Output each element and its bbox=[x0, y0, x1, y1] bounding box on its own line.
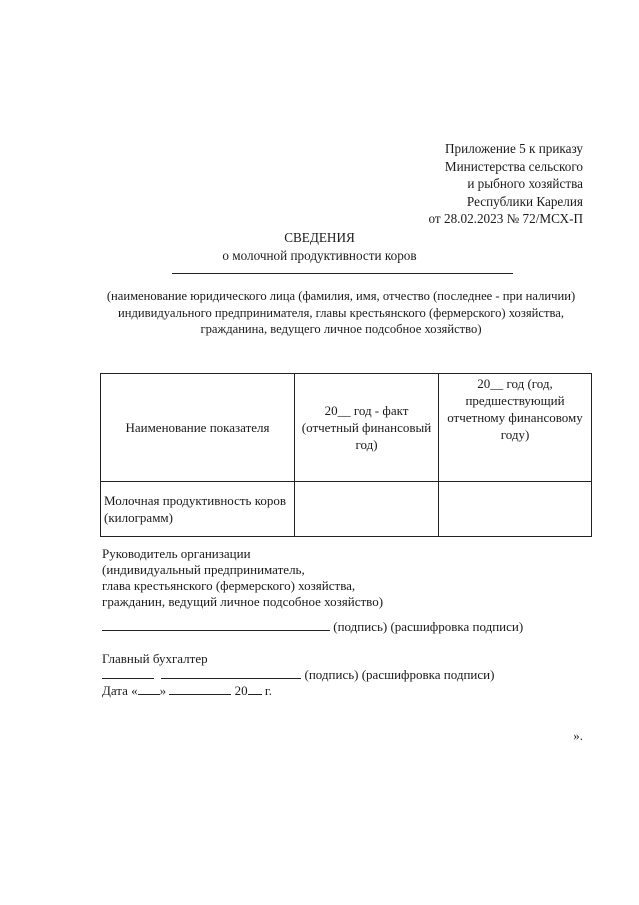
appendix-line-2: Министерства сельского bbox=[444, 158, 583, 174]
date-year-blank bbox=[248, 683, 262, 695]
entity-name-blank-line bbox=[172, 273, 513, 274]
head-title-line-2: (индивидуальный предприниматель, bbox=[102, 562, 305, 577]
head-title-line-1: Руководитель организации bbox=[102, 546, 251, 561]
entity-name-caption bbox=[0, 288, 639, 338]
document-title bbox=[0, 229, 639, 264]
header-previous-year: 20__ год (год, предшествующий отчетному финансовому году) bbox=[439, 374, 592, 482]
appendix-line-3: и рыбного хозяйства bbox=[467, 176, 583, 191]
accountant-signature-caption: (подпись) (расшифровка подписи) bbox=[304, 667, 495, 682]
appendix-reference bbox=[429, 140, 583, 228]
title-subheading: о молочной продуктивности коров bbox=[222, 247, 417, 263]
title-heading: СВЕДЕНИЯ bbox=[284, 230, 355, 245]
appendix-line-1: Приложение 5 к приказу bbox=[445, 141, 583, 156]
entity-caption-line-3: гражданина, ведущего личное подсобное хозяйство) bbox=[200, 322, 482, 336]
date-month-blank bbox=[169, 683, 231, 695]
header-indicator-name: Наименование показателя bbox=[101, 374, 295, 482]
date-prefix: Дата « bbox=[102, 683, 138, 698]
date-line bbox=[102, 683, 494, 699]
entity-caption-line-1: (наименование юридического лица (фамилия, имя, отчество (последнее - при наличии) bbox=[106, 289, 576, 303]
date-day-blank bbox=[138, 683, 160, 695]
appendix-line-4: Республики Карелия bbox=[466, 193, 583, 209]
date-quote: » bbox=[159, 683, 167, 698]
row-fact-value bbox=[295, 482, 439, 537]
productivity-table bbox=[100, 373, 592, 537]
head-title-line-4: гражданин, ведущий личное подсобное хозяйство) bbox=[102, 594, 384, 609]
accountant-signature-block bbox=[102, 651, 494, 699]
accountant-signature-blank bbox=[102, 667, 154, 679]
head-signature-line bbox=[102, 619, 523, 635]
accountant-title: Главный бухгалтер bbox=[102, 651, 208, 666]
row-indicator-label: Молочная продуктивность коров (килограмм) bbox=[101, 482, 295, 537]
date-year-prefix: 20 bbox=[234, 683, 248, 698]
head-signature-blank bbox=[102, 619, 330, 631]
table-header-row bbox=[101, 374, 592, 482]
date-suffix: г. bbox=[264, 683, 273, 698]
closing-quote-mark: ». bbox=[573, 728, 583, 743]
table-row bbox=[101, 482, 592, 537]
entity-caption-line-2: индивидуального предпринимателя, главы крестьянского (фермерского) хозяйства, bbox=[118, 305, 564, 320]
head-signature-block bbox=[102, 546, 383, 610]
row-previous-value bbox=[439, 482, 592, 537]
appendix-line-5: от 28.02.2023 № 72/МСХ-П bbox=[428, 211, 583, 226]
header-fact-year: 20__ год - факт (отчетный финансовый год) bbox=[295, 374, 439, 482]
head-signature-caption: (подпись) (расшифровка подписи) bbox=[333, 619, 524, 634]
accountant-name-blank bbox=[161, 667, 301, 679]
head-title-line-3: глава крестьянского (фермерского) хозяйства, bbox=[102, 578, 356, 593]
